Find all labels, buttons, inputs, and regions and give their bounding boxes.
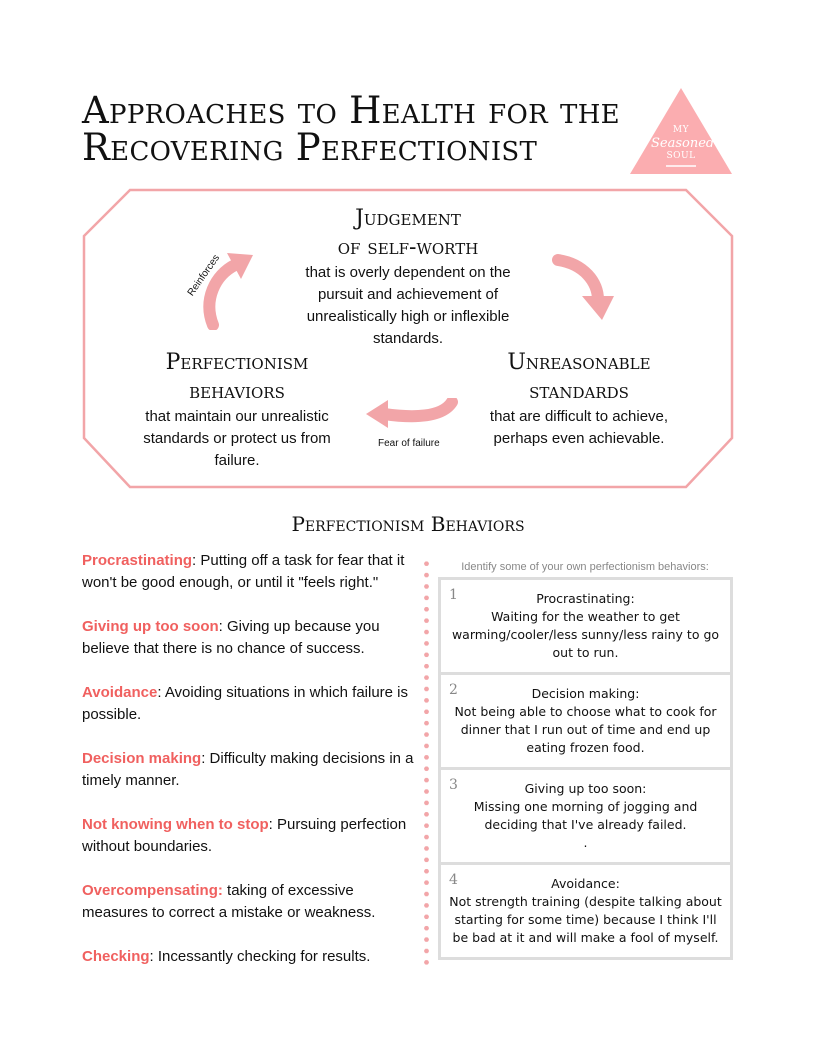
fear-arrow-icon — [362, 398, 462, 438]
behavior-term: Avoidance — [82, 684, 158, 701]
cycle-left — [130, 348, 344, 472]
page-title-line-2: Recovering Perfectionist — [82, 126, 538, 169]
behavior-desc: : Difficulty making decisions in a timely manner. — [82, 750, 414, 789]
behavior-desc: : Pursuing perfection without boundaries. — [82, 816, 407, 855]
behavior-term: Procrastinating — [82, 552, 193, 569]
entry-title: Avoidance: — [551, 876, 620, 891]
dotted-divider — [424, 558, 429, 970]
page-title — [82, 89, 620, 169]
behavior-term: Checking — [82, 948, 150, 965]
cycle-right — [474, 348, 684, 450]
fear-of-failure-label: Fear of failure — [378, 438, 440, 449]
behavior-desc: : Incessantly checking for results. — [149, 948, 371, 965]
entry-number: 1 — [449, 587, 458, 603]
entry-box[interactable] — [438, 767, 733, 865]
logo-word: MY — [672, 125, 690, 135]
behavior-item — [82, 814, 422, 858]
entries-list — [438, 580, 733, 960]
behavior-term: Not knowing when to stop — [82, 816, 269, 833]
behavior-desc: : Avoiding situations in which failure is possible. — [82, 684, 409, 723]
entry-text: Waiting for the weather to get warming/cooler/less sunny/less rainy to go out to run. — [451, 609, 720, 660]
identify-prompt: Identify some of your own perfectionism behaviors: — [461, 561, 709, 573]
behavior-item — [82, 682, 422, 726]
cycle-top-heading-2: of self-worth — [337, 235, 479, 260]
page-title-line-1: Approaches to Health for the — [82, 89, 620, 132]
entry-title: Giving up too soon: — [524, 781, 647, 796]
cycle-top-text: that is overly dependent on the pursuit and achievement of unrealistically high or inflexible standards. — [305, 264, 511, 347]
reinforces-label: Reinforces — [185, 252, 223, 299]
cycle-right-heading-2: standards — [529, 379, 629, 404]
behavior-item — [82, 880, 422, 924]
behavior-term: Giving up too soon — [82, 618, 219, 635]
cycle-left-heading-1: Perfectionism — [165, 350, 309, 375]
reinforces-arrow-icon — [195, 245, 260, 330]
logo-text — [651, 124, 715, 163]
cycle-top-heading-1: Judgement — [355, 206, 461, 231]
entry-box[interactable] — [438, 862, 733, 960]
entry-text: Not strength training (despite talking about starting for some time) because I think I'll be bad at it and will make a fool of myself. — [449, 894, 722, 945]
cycle-left-text: that maintain our unrealistic standards or protect us from failure. — [143, 408, 331, 469]
logo-text-label — [651, 124, 715, 163]
entry-box[interactable] — [438, 577, 733, 675]
behavior-desc: : Giving up because you believe that there is no chance of success. — [82, 618, 380, 657]
behavior-desc: : Putting off a task for fear that it won't be good enough, or until it "feels right." — [82, 552, 405, 591]
logo-word: SOUL — [666, 151, 696, 161]
behavior-item — [82, 616, 422, 660]
logo-word: Seasoned — [651, 136, 715, 151]
cycle-right-text: that are difficult to achieve, perhaps even achievable. — [489, 408, 669, 447]
behavior-term: Decision making — [82, 750, 202, 767]
section-title: Perfectionism Behaviors — [291, 512, 525, 536]
behavior-desc: taking of excessive measures to correct a mistake or weakness. — [82, 882, 376, 921]
cycle-right-heading-1: Unreasonable — [507, 350, 651, 375]
entry-title: Decision making: — [531, 686, 640, 701]
entry-box[interactable] — [438, 672, 733, 770]
entry-number: 2 — [449, 682, 458, 698]
entry-title: Procrastinating: — [536, 591, 635, 606]
entry-text: Missing one morning of jogging and deciding that I've already failed. . — [473, 799, 698, 850]
behavior-item — [82, 748, 422, 792]
behavior-item — [82, 946, 422, 968]
entry-text: Not being able to choose what to cook for dinner that I run out of time and end up eating frozen food. — [454, 704, 717, 755]
cycle-left-heading-2: behaviors — [189, 379, 285, 404]
behavior-term: Overcompensating: — [82, 882, 223, 899]
entry-number: 4 — [449, 872, 458, 888]
curved-arrow-down-icon — [552, 252, 617, 327]
entry-number: 3 — [449, 777, 458, 793]
cycle-top — [262, 204, 554, 350]
behavior-item — [82, 550, 422, 594]
